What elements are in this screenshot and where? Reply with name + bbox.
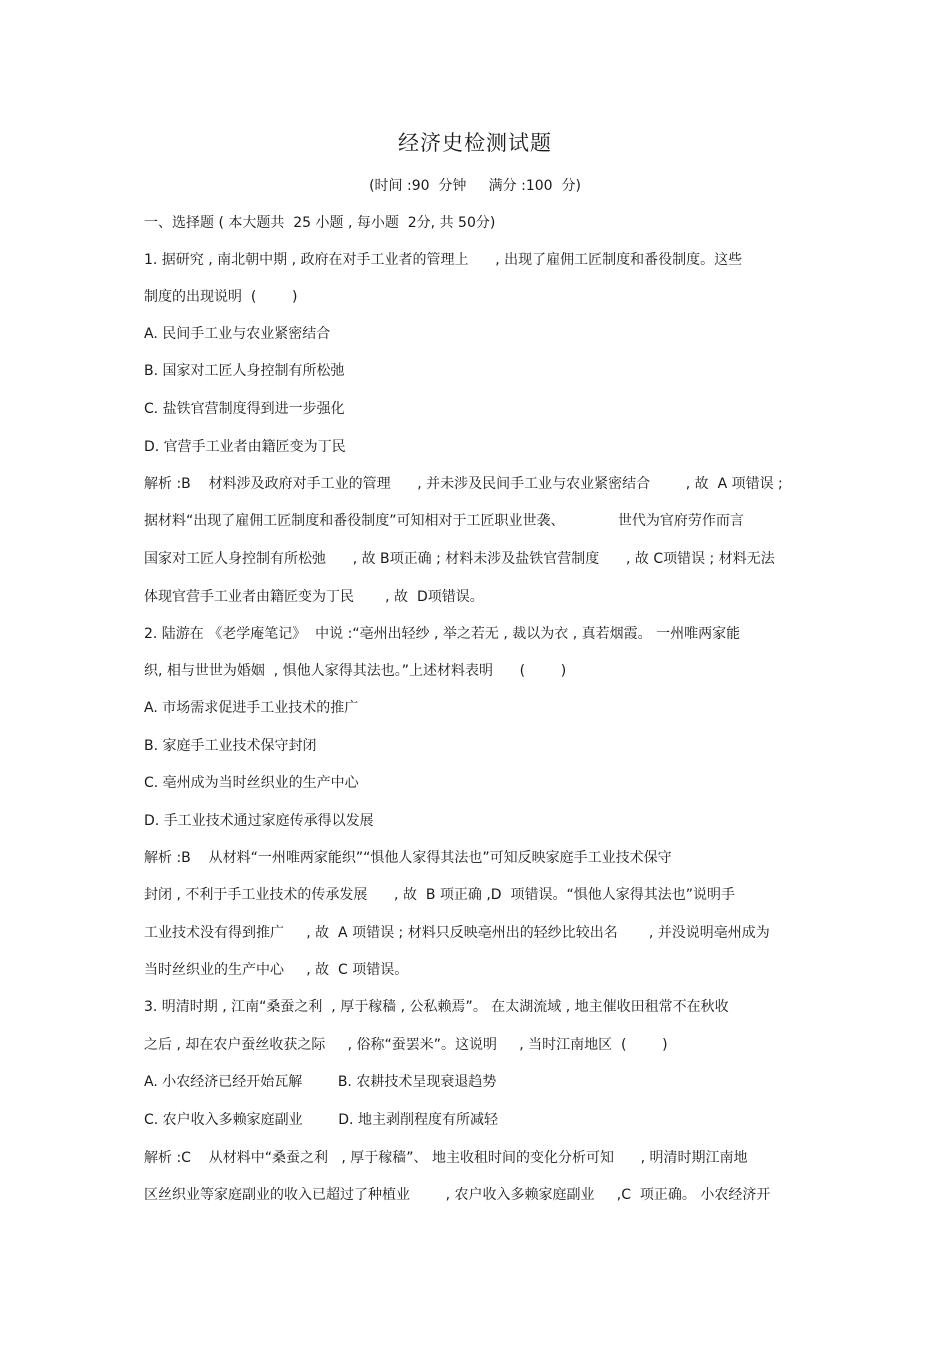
question-2-analysis: 封闭 , 不利于手工业技术的传承发展 , 故 B 项正确 ,D 项错误。“惧他人家得其法也”说明手 bbox=[144, 887, 735, 903]
question-3-stem: 3. 明清时期 , 江南“桑蚕之利 , 厚于稼穑 , 公私赖焉”。 在太湖流域 , 地主催收田租常不在秋收 bbox=[144, 999, 729, 1015]
question-2-stem: 2. 陆游在 《老学庵笔记》 中说 :“亳州出轻纱 , 举之若无 , 裁以为衣 , 真若烟霞。 一州唯两家能 bbox=[144, 626, 741, 642]
question-3-analysis: 解析 :C 从材料中“桑蚕之利 , 厚于稼穑”、 地主收租时间的变化分析可知 , 明清时期江南地 bbox=[144, 1150, 748, 1166]
question-2-analysis: 解析 :B 从材料“一州唯两家能织”“惧他人家得其法也”可知反映家庭手工业技术保守 bbox=[144, 850, 672, 866]
question-1-option-c: C. 盐铁官营制度得到进一步强化 bbox=[144, 401, 345, 417]
question-3-stem: 之后 , 却在农户蚕丝收获之际 , 俗称“蚕罢米”。这说明 , 当时江南地区 ( ) bbox=[144, 1037, 668, 1053]
question-1-analysis: 据材料“出现了雇佣工匠制度和番役制度”可知相对于工匠职业世袭、 世代为官府劳作而言 bbox=[144, 513, 744, 529]
exam-info: (时间 :90 分钟 满分 :100 分) bbox=[369, 178, 581, 194]
question-1-analysis: 国家对工匠人身控制有所松弛 , 故 B项正确 ; 材料未涉及盐铁官营制度 , 故 C项错误 ; 材料无法 bbox=[144, 551, 775, 567]
question-1-analysis: 解析 :B 材料涉及政府对手工业的管理 , 并未涉及民间手工业与农业紧密结合 , 故 A 项错误 ; bbox=[144, 476, 783, 492]
question-3-options-cd: C. 农户收入多赖家庭副业 D. 地主剥削程度有所减轻 bbox=[144, 1112, 498, 1128]
question-1-stem: 1. 据研究 , 南北朝中期 , 政府在对手工业者的管理上 , 出现了雇佣工匠制度和番役制度。这些 bbox=[144, 252, 743, 268]
question-1-analysis: 体现官营手工业者由籍匠变为丁民 , 故 D项错误。 bbox=[144, 589, 484, 605]
question-2-analysis: 当时丝织业的生产中心 , 故 C 项错误。 bbox=[144, 962, 409, 978]
question-1-option-d: D. 官营手工业者由籍匠变为丁民 bbox=[144, 439, 346, 455]
question-3-analysis: 区丝织业等家庭副业的收入已超过了种植业 , 农户收入多赖家庭副业 ,C 项正确。 小农经济开 bbox=[144, 1187, 771, 1203]
question-1-stem: 制度的出现说明 ( ) bbox=[144, 289, 298, 305]
question-2-stem: 织, 相与世世为婚姻 , 惧他人家得其法也。”上述材料表明 ( ) bbox=[144, 663, 567, 679]
page-title: 经济史检测试题 bbox=[398, 131, 552, 155]
question-1-option-a: A. 民间手工业与农业紧密结合 bbox=[144, 326, 331, 342]
question-1-option-b: B. 国家对工匠人身控制有所松弛 bbox=[144, 363, 345, 379]
question-2-option-d: D. 手工业技术通过家庭传承得以发展 bbox=[144, 813, 374, 829]
section-heading: 一、选择题 ( 本大题共 25 小题 , 每小题 2分, 共 50分) bbox=[144, 215, 496, 231]
question-2-option-b: B. 家庭手工业技术保守封闭 bbox=[144, 738, 317, 754]
question-2-option-c: C. 亳州成为当时丝织业的生产中心 bbox=[144, 775, 359, 791]
question-2-analysis: 工业技术没有得到推广 , 故 A 项错误 ; 材料只反映亳州出的轻纱比较出名 , 并没说明亳州成为 bbox=[144, 925, 770, 941]
question-2-option-a: A. 市场需求促进手工业技术的推广 bbox=[144, 700, 359, 716]
question-3-options-ab: A. 小农经济已经开始瓦解 B. 农耕技术呈现衰退趋势 bbox=[144, 1074, 497, 1090]
